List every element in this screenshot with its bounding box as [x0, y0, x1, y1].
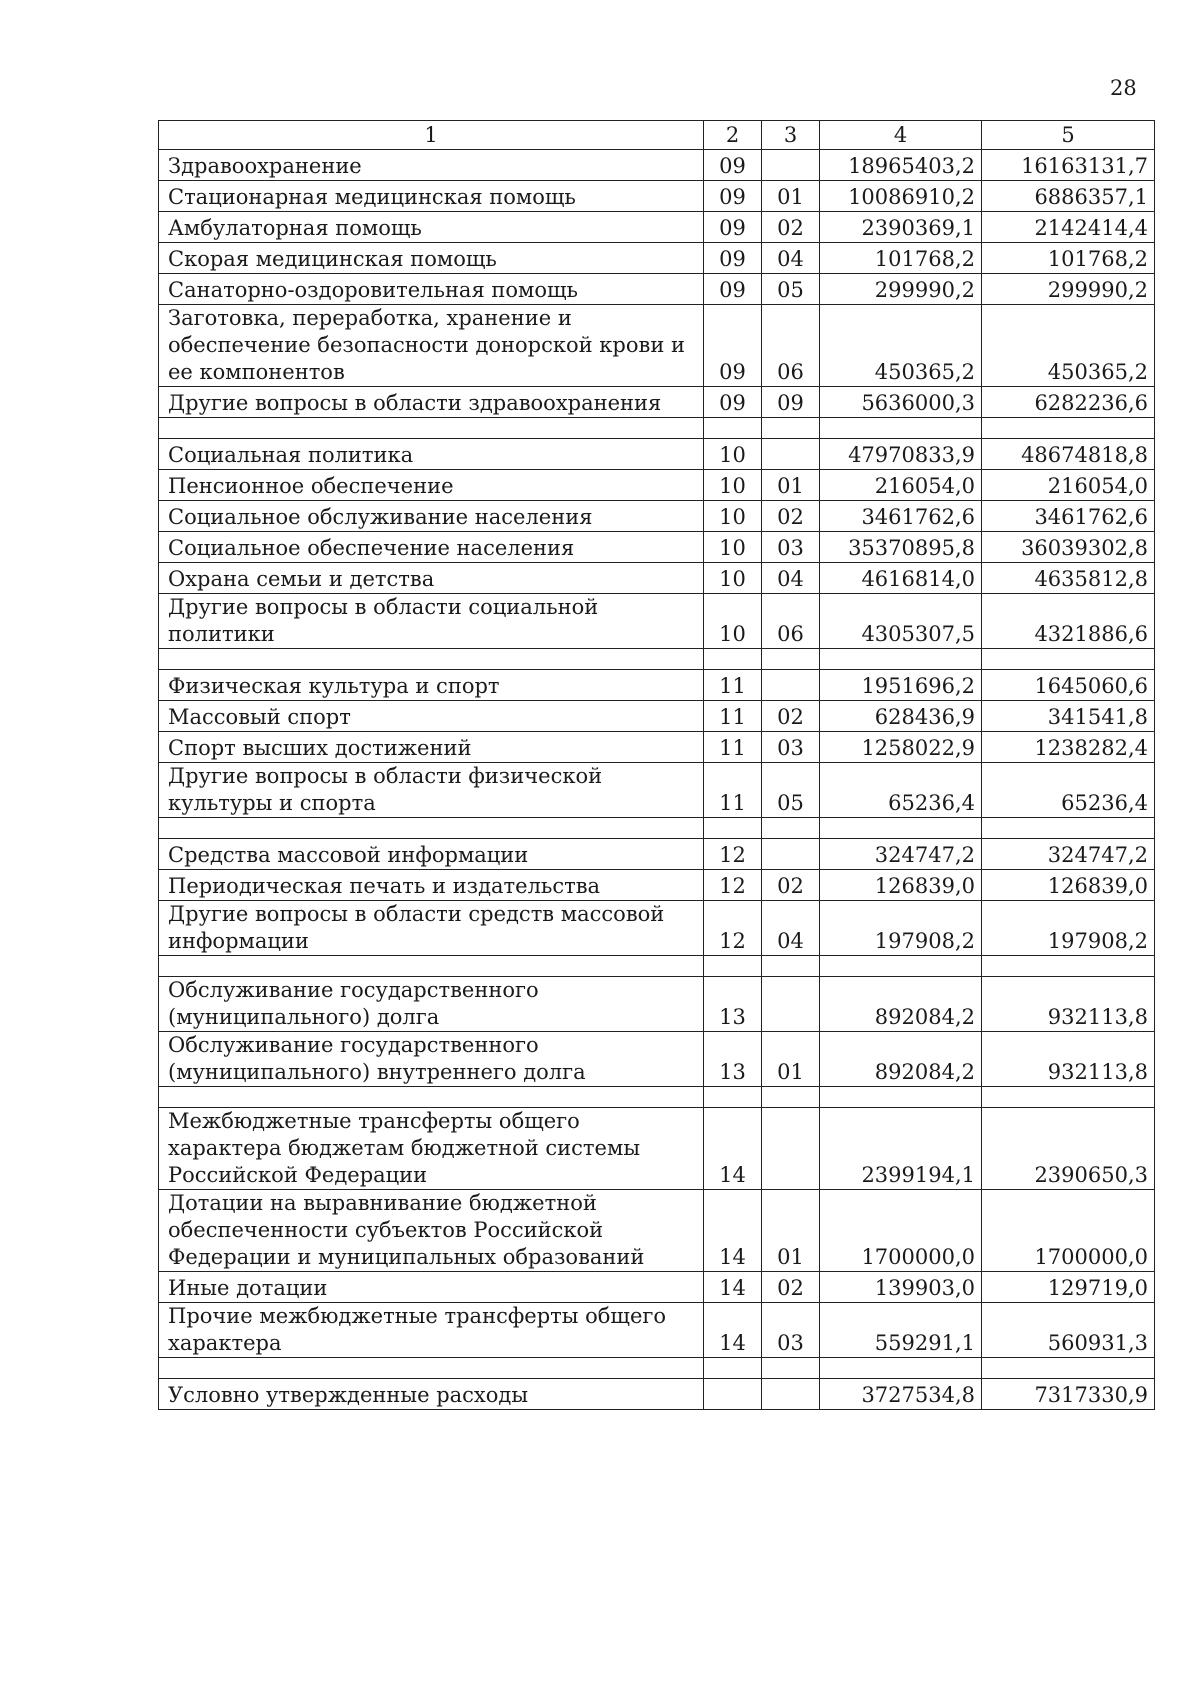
table-row [159, 1272, 1155, 1303]
row-section-cell: 11 [704, 701, 762, 732]
empty-cell [982, 418, 1155, 439]
row-value-col5-cell: 101768,2 [982, 243, 1155, 274]
row-value-col4-cell: 559291,1 [820, 1303, 982, 1358]
row-subsection-cell: 01 [762, 1032, 820, 1087]
row-name-cell: Амбулаторная помощь [159, 212, 704, 243]
spacer-row [159, 818, 1155, 839]
row-subsection-cell: 02 [762, 1272, 820, 1303]
row-value-col5-cell: 932113,8 [982, 977, 1155, 1032]
row-name-cell: Условно утвержденные расходы [159, 1379, 704, 1410]
row-name-cell: Прочие межбюджетные трансферты общего характера [159, 1303, 704, 1358]
row-value-col5-cell: 1700000,0 [982, 1190, 1155, 1272]
row-name-cell: Обслуживание государственного (муниципального) долга [159, 977, 704, 1032]
table-row [159, 1032, 1155, 1087]
row-section-cell: 10 [704, 470, 762, 501]
row-section-cell: 14 [704, 1303, 762, 1358]
empty-cell [704, 818, 762, 839]
row-subsection-cell: 06 [762, 594, 820, 649]
row-section-cell: 10 [704, 439, 762, 470]
row-value-col4-cell: 3727534,8 [820, 1379, 982, 1410]
row-value-col5-cell: 36039302,8 [982, 532, 1155, 563]
row-value-col4-cell: 628436,9 [820, 701, 982, 732]
table-row [159, 439, 1155, 470]
row-section-cell: 10 [704, 594, 762, 649]
row-subsection-cell: 03 [762, 1303, 820, 1358]
row-name-cell: Другие вопросы в области средств массовой информации [159, 901, 704, 956]
empty-cell [982, 818, 1155, 839]
row-value-col4-cell: 65236,4 [820, 763, 982, 818]
row-section-cell: 09 [704, 387, 762, 418]
row-subsection-cell: 03 [762, 532, 820, 563]
table-row [159, 305, 1155, 387]
row-value-col4-cell: 2390369,1 [820, 212, 982, 243]
empty-cell [762, 818, 820, 839]
table-row [159, 1303, 1155, 1358]
table-row [159, 212, 1155, 243]
row-value-col4-cell: 1258022,9 [820, 732, 982, 763]
spacer-row [159, 649, 1155, 670]
row-subsection-cell: 04 [762, 243, 820, 274]
row-section-cell: 09 [704, 212, 762, 243]
empty-cell [820, 956, 982, 977]
row-subsection-cell [762, 1379, 820, 1410]
row-value-col5-cell: 324747,2 [982, 839, 1155, 870]
row-subsection-cell: 01 [762, 1190, 820, 1272]
table-row [159, 1108, 1155, 1190]
row-section-cell: 13 [704, 977, 762, 1032]
row-value-col4-cell: 450365,2 [820, 305, 982, 387]
row-value-col4-cell: 324747,2 [820, 839, 982, 870]
row-name-cell: Заготовка, переработка, хранение и обеспечение безопасности донорской крови и ее компонентов [159, 305, 704, 387]
row-section-cell: 12 [704, 839, 762, 870]
row-value-col4-cell: 126839,0 [820, 870, 982, 901]
row-section-cell: 14 [704, 1190, 762, 1272]
empty-cell [704, 418, 762, 439]
row-section-cell: 09 [704, 181, 762, 212]
empty-cell [982, 649, 1155, 670]
row-value-col5-cell: 2390650,3 [982, 1108, 1155, 1190]
table-row [159, 150, 1155, 181]
table-row [159, 243, 1155, 274]
row-value-col5-cell: 216054,0 [982, 470, 1155, 501]
row-name-cell: Социальное обеспечение населения [159, 532, 704, 563]
row-name-cell: Охрана семьи и детства [159, 563, 704, 594]
row-value-col4-cell: 4616814,0 [820, 563, 982, 594]
row-subsection-cell [762, 839, 820, 870]
empty-cell [704, 1358, 762, 1379]
table-row [159, 977, 1155, 1032]
row-value-col4-cell: 3461762,6 [820, 501, 982, 532]
table-row [159, 1379, 1155, 1410]
row-value-col5-cell: 1238282,4 [982, 732, 1155, 763]
row-value-col5-cell: 65236,4 [982, 763, 1155, 818]
row-value-col5-cell: 129719,0 [982, 1272, 1155, 1303]
header-col-3: 3 [762, 121, 820, 150]
row-value-col4-cell: 197908,2 [820, 901, 982, 956]
row-section-cell: 12 [704, 901, 762, 956]
row-name-cell: Стационарная медицинская помощь [159, 181, 704, 212]
row-value-col5-cell: 16163131,7 [982, 150, 1155, 181]
header-row [159, 121, 1155, 150]
row-section-cell: 11 [704, 670, 762, 701]
row-section-cell: 14 [704, 1272, 762, 1303]
row-value-col5-cell: 3461762,6 [982, 501, 1155, 532]
empty-cell [762, 649, 820, 670]
table-row [159, 274, 1155, 305]
row-section-cell: 09 [704, 274, 762, 305]
row-subsection-cell [762, 150, 820, 181]
row-subsection-cell: 02 [762, 870, 820, 901]
table-row [159, 387, 1155, 418]
empty-cell [704, 956, 762, 977]
row-value-col5-cell: 299990,2 [982, 274, 1155, 305]
table-row [159, 532, 1155, 563]
row-subsection-cell: 03 [762, 732, 820, 763]
header-col-1: 1 [159, 121, 704, 150]
row-subsection-cell: 01 [762, 181, 820, 212]
spacer-row [159, 1358, 1155, 1379]
row-value-col5-cell: 450365,2 [982, 305, 1155, 387]
page-number: 28 [1110, 76, 1137, 100]
row-subsection-cell: 04 [762, 901, 820, 956]
row-name-cell: Физическая культура и спорт [159, 670, 704, 701]
table-row [159, 701, 1155, 732]
empty-cell [159, 818, 704, 839]
empty-cell [982, 1358, 1155, 1379]
table-row [159, 870, 1155, 901]
empty-cell [159, 1358, 704, 1379]
row-section-cell: 10 [704, 563, 762, 594]
row-name-cell: Периодическая печать и издательства [159, 870, 704, 901]
row-name-cell: Социальное обслуживание населения [159, 501, 704, 532]
row-value-col5-cell: 560931,3 [982, 1303, 1155, 1358]
row-value-col4-cell: 47970833,9 [820, 439, 982, 470]
table-row [159, 670, 1155, 701]
row-section-cell: 14 [704, 1108, 762, 1190]
row-value-col4-cell: 892084,2 [820, 977, 982, 1032]
empty-cell [820, 1087, 982, 1108]
row-subsection-cell: 02 [762, 501, 820, 532]
spacer-row [159, 418, 1155, 439]
row-value-col5-cell: 4635812,8 [982, 563, 1155, 594]
row-value-col4-cell: 2399194,1 [820, 1108, 982, 1190]
row-section-cell: 10 [704, 501, 762, 532]
row-value-col4-cell: 299990,2 [820, 274, 982, 305]
row-name-cell: Здравоохранение [159, 150, 704, 181]
row-value-col4-cell: 101768,2 [820, 243, 982, 274]
row-name-cell: Социальная политика [159, 439, 704, 470]
row-name-cell: Пенсионное обеспечение [159, 470, 704, 501]
row-value-col4-cell: 1951696,2 [820, 670, 982, 701]
table-row [159, 732, 1155, 763]
spacer-row [159, 1087, 1155, 1108]
row-subsection-cell: 02 [762, 701, 820, 732]
row-subsection-cell [762, 670, 820, 701]
row-section-cell: 12 [704, 870, 762, 901]
row-value-col5-cell: 341541,8 [982, 701, 1155, 732]
row-name-cell: Обслуживание государственного (муниципального) внутреннего долга [159, 1032, 704, 1087]
row-value-col5-cell: 6282236,6 [982, 387, 1155, 418]
row-value-col5-cell: 2142414,4 [982, 212, 1155, 243]
table-row [159, 470, 1155, 501]
table-row [159, 501, 1155, 532]
row-value-col5-cell: 7317330,9 [982, 1379, 1155, 1410]
empty-cell [762, 1087, 820, 1108]
row-name-cell: Средства массовой информации [159, 839, 704, 870]
empty-cell [159, 649, 704, 670]
empty-cell [820, 1358, 982, 1379]
empty-cell [820, 649, 982, 670]
spacer-row [159, 956, 1155, 977]
row-subsection-cell: 04 [762, 563, 820, 594]
empty-cell [159, 418, 704, 439]
row-section-cell: 09 [704, 305, 762, 387]
row-name-cell: Иные дотации [159, 1272, 704, 1303]
table-row [159, 1190, 1155, 1272]
row-value-col4-cell: 35370895,8 [820, 532, 982, 563]
row-value-col5-cell: 932113,8 [982, 1032, 1155, 1087]
empty-cell [704, 1087, 762, 1108]
row-section-cell [704, 1379, 762, 1410]
row-section-cell: 13 [704, 1032, 762, 1087]
empty-cell [820, 418, 982, 439]
row-value-col4-cell: 892084,2 [820, 1032, 982, 1087]
table-row [159, 594, 1155, 649]
row-value-col5-cell: 1645060,6 [982, 670, 1155, 701]
row-section-cell: 11 [704, 763, 762, 818]
empty-cell [982, 1087, 1155, 1108]
row-section-cell: 10 [704, 532, 762, 563]
row-subsection-cell: 06 [762, 305, 820, 387]
row-name-cell: Другие вопросы в области здравоохранения [159, 387, 704, 418]
row-subsection-cell [762, 977, 820, 1032]
row-value-col4-cell: 1700000,0 [820, 1190, 982, 1272]
empty-cell [704, 649, 762, 670]
row-name-cell: Другие вопросы в области физической культуры и спорта [159, 763, 704, 818]
row-name-cell: Дотации на выравнивание бюджетной обеспеченности субъектов Российской Федерации и муниципальных образований [159, 1190, 704, 1272]
empty-cell [159, 956, 704, 977]
row-subsection-cell [762, 1108, 820, 1190]
empty-cell [982, 956, 1155, 977]
row-subsection-cell: 02 [762, 212, 820, 243]
table-body [159, 150, 1155, 1410]
row-value-col4-cell: 10086910,2 [820, 181, 982, 212]
empty-cell [762, 956, 820, 977]
header-col-4: 4 [820, 121, 982, 150]
row-value-col4-cell: 4305307,5 [820, 594, 982, 649]
table-row [159, 181, 1155, 212]
header-col-5: 5 [982, 121, 1155, 150]
row-value-col5-cell: 4321886,6 [982, 594, 1155, 649]
row-subsection-cell: 05 [762, 763, 820, 818]
row-section-cell: 11 [704, 732, 762, 763]
row-subsection-cell: 05 [762, 274, 820, 305]
table-row [159, 901, 1155, 956]
row-value-col4-cell: 139903,0 [820, 1272, 982, 1303]
row-subsection-cell: 09 [762, 387, 820, 418]
row-subsection-cell [762, 439, 820, 470]
budget-table [158, 120, 1155, 1410]
table-row [159, 563, 1155, 594]
table-row [159, 763, 1155, 818]
row-subsection-cell: 01 [762, 470, 820, 501]
row-value-col5-cell: 126839,0 [982, 870, 1155, 901]
row-name-cell: Скорая медицинская помощь [159, 243, 704, 274]
row-value-col5-cell: 48674818,8 [982, 439, 1155, 470]
header-col-2: 2 [704, 121, 762, 150]
empty-cell [820, 818, 982, 839]
row-section-cell: 09 [704, 150, 762, 181]
row-value-col4-cell: 216054,0 [820, 470, 982, 501]
table-row [159, 839, 1155, 870]
empty-cell [159, 1087, 704, 1108]
row-name-cell: Спорт высших достижений [159, 732, 704, 763]
row-value-col5-cell: 197908,2 [982, 901, 1155, 956]
row-name-cell: Межбюджетные трансферты общего характера бюджетам бюджетной системы Российской Федерации [159, 1108, 704, 1190]
empty-cell [762, 1358, 820, 1379]
row-name-cell: Другие вопросы в области социальной политики [159, 594, 704, 649]
row-section-cell: 09 [704, 243, 762, 274]
row-name-cell: Массовый спорт [159, 701, 704, 732]
row-value-col4-cell: 5636000,3 [820, 387, 982, 418]
row-name-cell: Санаторно-оздоровительная помощь [159, 274, 704, 305]
row-value-col4-cell: 18965403,2 [820, 150, 982, 181]
row-value-col5-cell: 6886357,1 [982, 181, 1155, 212]
empty-cell [762, 418, 820, 439]
